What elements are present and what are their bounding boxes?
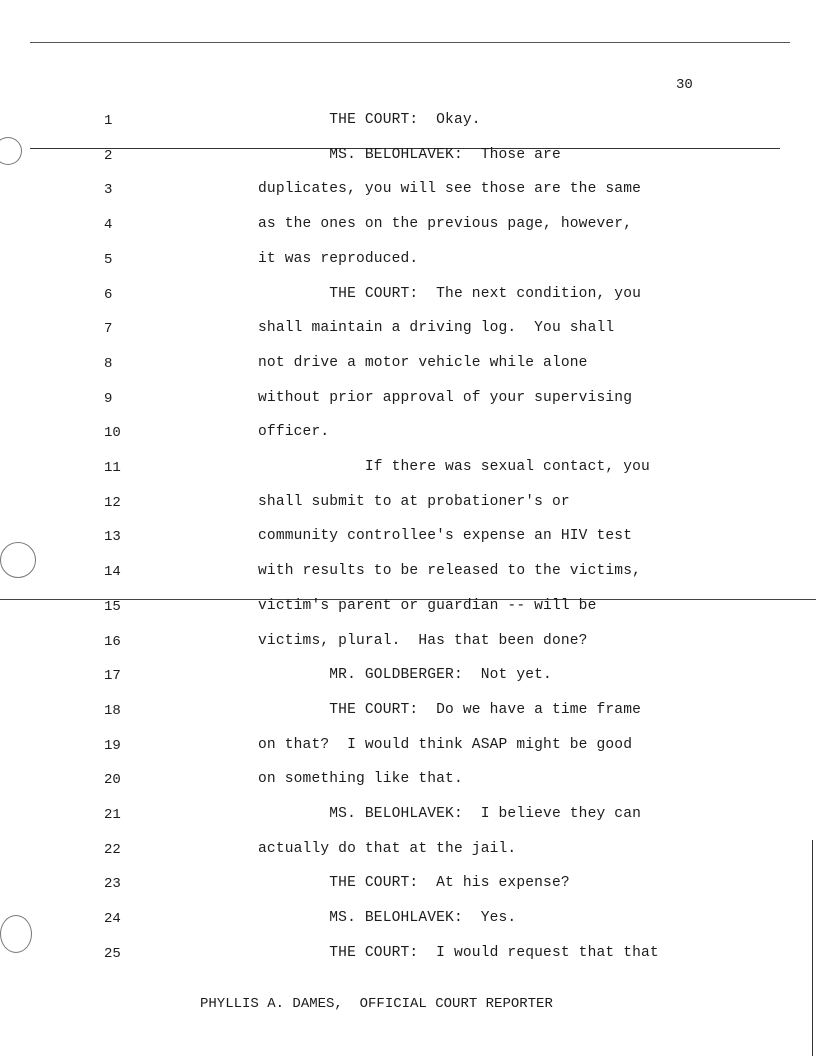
transcript-line: MR. GOLDBERGER: Not yet. bbox=[258, 667, 552, 683]
transcript-line: shall submit to at probationer's or bbox=[258, 494, 570, 510]
transcript-line: MS. BELOHLAVEK: I believe they can bbox=[258, 806, 642, 822]
transcript-line: THE COURT: At his expense? bbox=[258, 875, 570, 891]
line-number: 4 bbox=[104, 217, 113, 233]
top-rule bbox=[30, 42, 790, 43]
punch-hole-icon bbox=[0, 542, 36, 578]
transcript-line: actually do that at the jail. bbox=[258, 841, 517, 857]
punch-hole-icon bbox=[0, 915, 32, 953]
transcript-line: shall maintain a driving log. You shall bbox=[258, 320, 615, 336]
transcript-line: officer. bbox=[258, 424, 330, 440]
line-number: 11 bbox=[104, 460, 121, 476]
line-number: 18 bbox=[104, 703, 121, 719]
transcript-line: it was reproduced. bbox=[258, 251, 419, 267]
line-number: 9 bbox=[104, 391, 113, 407]
line-number: 2 bbox=[104, 148, 113, 164]
page-number: 30 bbox=[676, 77, 693, 93]
line-number: 22 bbox=[104, 842, 121, 858]
line-number: 14 bbox=[104, 564, 121, 580]
transcript-line: duplicates, you will see those are the same bbox=[258, 181, 642, 197]
line-number: 20 bbox=[104, 772, 121, 788]
transcript-line: THE COURT: The next condition, you bbox=[258, 286, 642, 302]
page-edge bbox=[812, 840, 813, 1056]
line-number: 25 bbox=[104, 946, 121, 962]
transcript-line: with results to be released to the victims, bbox=[258, 563, 642, 579]
transcript-line: victim's parent or guardian -- will be bbox=[258, 598, 597, 614]
transcript-line: THE COURT: Do we have a time frame bbox=[258, 702, 642, 718]
line-number: 19 bbox=[104, 738, 121, 754]
transcript-line: MS. BELOHLAVEK: Yes. bbox=[258, 910, 517, 926]
transcript-line: THE COURT: Okay. bbox=[258, 112, 481, 128]
transcript-line: MS. BELOHLAVEK: Those are bbox=[258, 147, 561, 163]
transcript-line: THE COURT: I would request that that bbox=[258, 945, 659, 961]
transcript-line: victims, plural. Has that been done? bbox=[258, 633, 588, 649]
line-number: 15 bbox=[104, 599, 121, 615]
transcript-line: as the ones on the previous page, however, bbox=[258, 216, 633, 232]
line-number: 21 bbox=[104, 807, 121, 823]
line-number: 16 bbox=[104, 634, 121, 650]
line-number: 10 bbox=[104, 425, 121, 441]
line-number: 12 bbox=[104, 495, 121, 511]
line-number: 17 bbox=[104, 668, 121, 684]
line-number: 7 bbox=[104, 321, 113, 337]
transcript-line: without prior approval of your supervising bbox=[258, 390, 633, 406]
line-number: 3 bbox=[104, 182, 113, 198]
transcript-line: on that? I would think ASAP might be good bbox=[258, 737, 633, 753]
transcript-line: community controllee's expense an HIV test bbox=[258, 528, 633, 544]
line-number: 24 bbox=[104, 911, 121, 927]
line-number: 5 bbox=[104, 252, 113, 268]
line-number: 13 bbox=[104, 529, 121, 545]
line-number: 6 bbox=[104, 287, 113, 303]
transcript-line: on something like that. bbox=[258, 771, 463, 787]
line-number: 8 bbox=[104, 356, 113, 372]
line-number: 23 bbox=[104, 876, 121, 892]
line-number: 1 bbox=[104, 113, 113, 129]
punch-hole-icon bbox=[0, 137, 22, 165]
reporter-footer: PHYLLIS A. DAMES, OFFICIAL COURT REPORTER bbox=[200, 996, 553, 1012]
transcript-line: If there was sexual contact, you bbox=[258, 459, 650, 475]
transcript-line: not drive a motor vehicle while alone bbox=[258, 355, 588, 371]
